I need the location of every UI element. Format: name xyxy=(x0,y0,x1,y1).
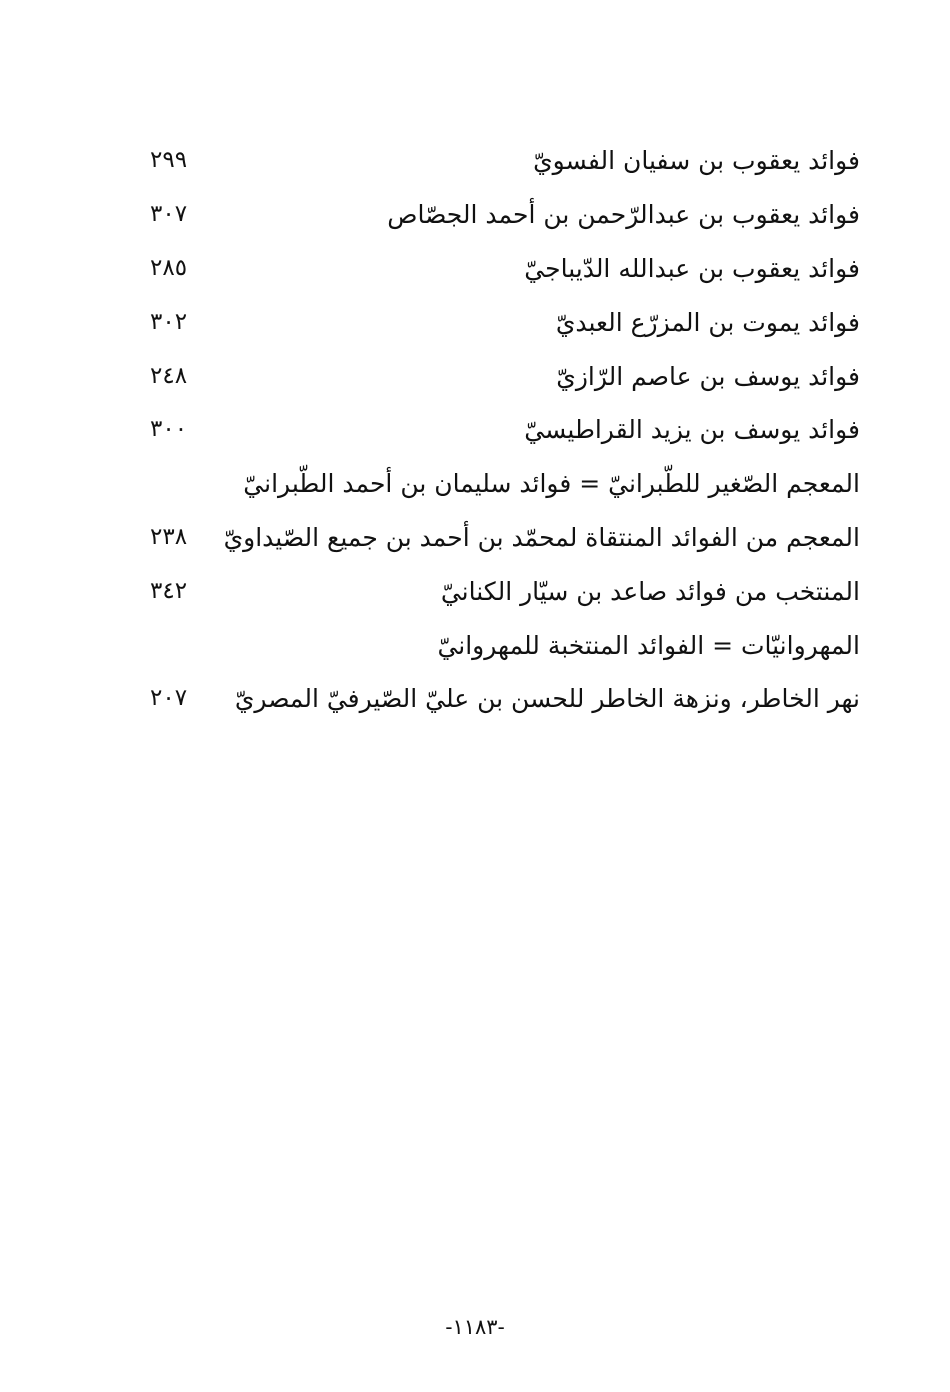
index-entry xyxy=(150,242,860,296)
index-entry xyxy=(150,403,860,457)
entry-page-number: ٣٠٢ xyxy=(150,308,188,335)
index-entry xyxy=(150,457,860,511)
page-number-footer: -١١٨٣- xyxy=(445,1315,505,1339)
entry-page-number: ٢٠٧ xyxy=(150,685,188,712)
index-entry xyxy=(150,295,860,349)
entry-page-number: ٣٠٧ xyxy=(150,201,188,228)
entry-title: المعجم الصّغير للطّبرانيّ = فوائد سليمان بن أحمد الطّبرانيّ xyxy=(243,469,860,499)
entry-title: فوائد يوسف بن عاصم الرّازيّ xyxy=(556,361,860,391)
entry-title: فوائد يعقوب بن عبدالرّحمن بن أحمد الجصّاص xyxy=(387,200,860,230)
entry-title: فوائد يموت بن المزرّع العبديّ xyxy=(555,307,860,337)
entry-page-number: ٢٤٨ xyxy=(150,362,188,389)
entry-title: نهر الخاطر، ونزهة الخاطر للحسن بن عليّ الصّيرفيّ المصريّ xyxy=(234,684,860,714)
entry-page-number: ٢٨٥ xyxy=(150,254,188,281)
entry-page-number: ٣٠٠ xyxy=(150,416,188,443)
index-entry xyxy=(150,188,860,242)
index-entry xyxy=(150,672,860,726)
index-entry xyxy=(150,564,860,618)
index-entry xyxy=(150,134,860,188)
index-entry xyxy=(150,511,860,565)
entry-title: فوائد يعقوب بن سفيان الفسويّ xyxy=(533,146,860,176)
entry-title: المعجم من الفوائد المنتقاة لمحمّد بن أحمد بن جميع الصّيداويّ xyxy=(223,522,860,552)
entry-title: المنتخب من فوائد صاعد بن سيّار الكنانيّ xyxy=(440,576,860,606)
entry-page-number: ٣٤٢ xyxy=(150,577,188,604)
entry-title: المهروانيّات = الفوائد المنتخبة للمهروانيّ xyxy=(437,630,860,660)
entry-page-number: ٢٩٩ xyxy=(150,147,188,174)
entry-title: فوائد يوسف بن يزيد القراطيسيّ xyxy=(524,415,860,445)
index-entries xyxy=(150,134,860,726)
index-entry xyxy=(150,349,860,403)
index-entry xyxy=(150,618,860,672)
entry-title: فوائد يعقوب بن عبدالله الدّيباجيّ xyxy=(524,253,860,283)
entry-page-number: ٢٣٨ xyxy=(150,523,188,550)
